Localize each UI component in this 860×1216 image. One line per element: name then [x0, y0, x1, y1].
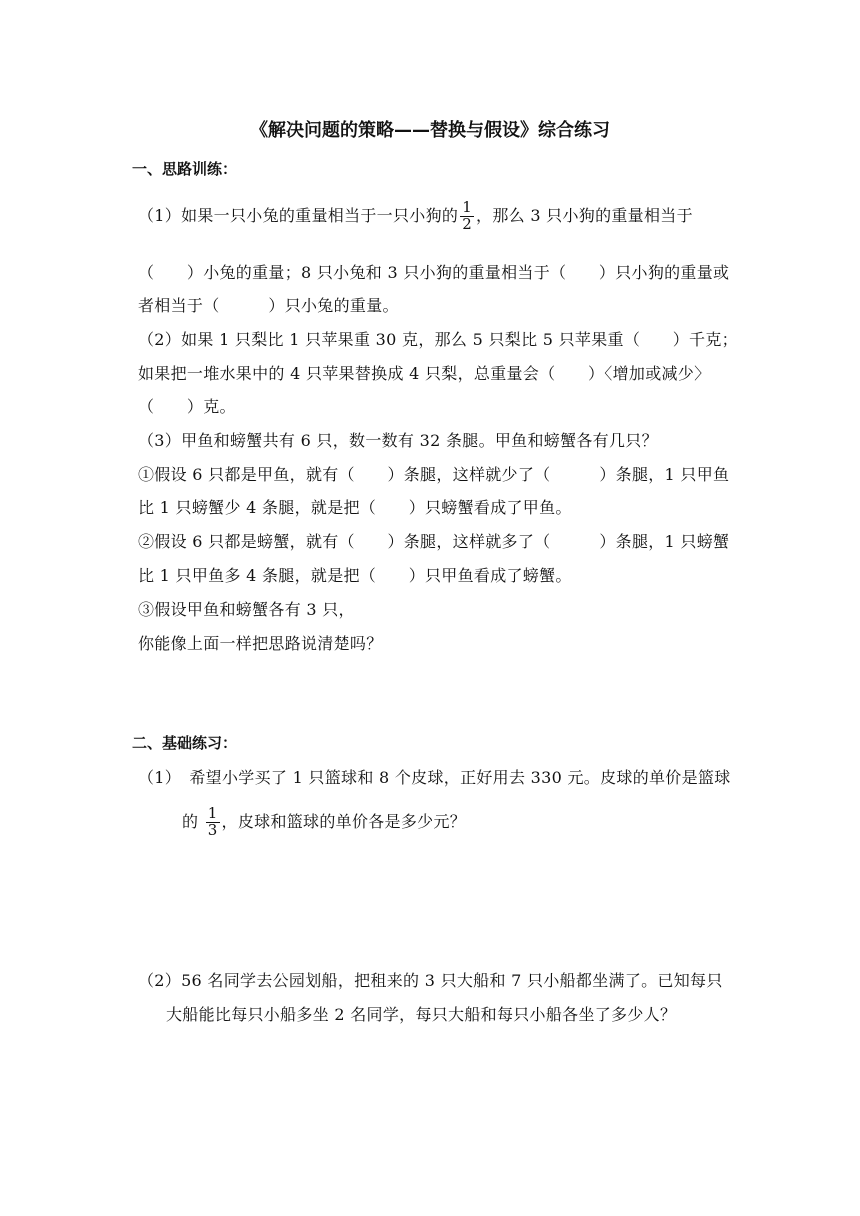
- p1-frac-denominator: 3: [207, 820, 218, 839]
- p2-line2: 大船能比每只小船多坐 2 名同学，每只大船和每只小船各坐了多少人？: [166, 1005, 677, 1024]
- q3-c-line2: 你能像上面一样把思路说清楚吗？: [138, 634, 383, 653]
- q3-b-line2: 比 1 只甲鱼多 4 条腿，就是把（ ）只甲鱼看成了螃蟹。: [138, 566, 572, 585]
- q3-b-line1: ②假设 6 只都是螃蟹，就有（ ）条腿，这样就多了（ ）条腿，1 只螃蟹: [138, 532, 730, 551]
- page-title: 《解决问题的策略——替换与假设》综合练习: [250, 120, 610, 141]
- q2-line2: 如果把一堆水果中的 4 只苹果替换成 4 只梨，总重量会（ ）〈增加或减少〉: [138, 364, 711, 383]
- q2-line1: （2）如果 1 只梨比 1 只苹果重 30 克，那么 5 只梨比 5 只苹果重（ ）千克；: [138, 330, 738, 349]
- p1-line1: （1） 希望小学买了 1 只篮球和 8 个皮球，正好用去 330 元。皮球的单价是篮球: [138, 768, 731, 787]
- p1-text-b: ，皮球和篮球的单价各是多少元？: [221, 811, 467, 831]
- p1-line2: [182, 806, 466, 839]
- q3-c-line1: ③假设甲鱼和螃蟹各有 3 只，: [138, 600, 355, 619]
- q1-line3: 者相当于（ ）只小兔的重量。: [138, 296, 399, 315]
- q1-frac-denominator: 2: [462, 214, 473, 233]
- q3-line1: （3）甲鱼和螃蟹共有 6 只，数一数有 32 条腿。甲鱼和螃蟹各有几只？: [138, 431, 658, 450]
- section1-heading: 一、思路训练：: [132, 160, 238, 178]
- p1-text-a: 的: [182, 811, 199, 831]
- p2-line1: （2）56 名同学去公园划船，把租来的 3 只大船和 7 只小船都坐满了。已知每只: [138, 971, 723, 990]
- section2-heading: 二、基础练习：: [132, 734, 238, 752]
- q1-frac-numerator: 1: [462, 198, 473, 216]
- q1-text-b: ，那么 3 只小狗的重量相当于: [476, 205, 693, 225]
- q2-line3: （ ）克。: [138, 397, 236, 416]
- q1-line1: [138, 200, 693, 233]
- q1-line2: （ ）小兔的重量；8 只小兔和 3 只小狗的重量相当于（ ）只小狗的重量或: [138, 263, 730, 282]
- q3-a-line2: 比 1 只螃蟹少 4 条腿，就是把（ ）只螃蟹看成了甲鱼。: [138, 498, 572, 517]
- p1-fraction: [206, 806, 220, 839]
- q1-fraction: [460, 200, 474, 233]
- q1-text-a: （1）如果一只小兔的重量相当于一只小狗的: [138, 205, 459, 225]
- q3-a-line1: ①假设 6 只都是甲鱼，就有（ ）条腿，这样就少了（ ）条腿，1 只甲鱼: [138, 465, 730, 484]
- p1-frac-numerator: 1: [207, 804, 218, 822]
